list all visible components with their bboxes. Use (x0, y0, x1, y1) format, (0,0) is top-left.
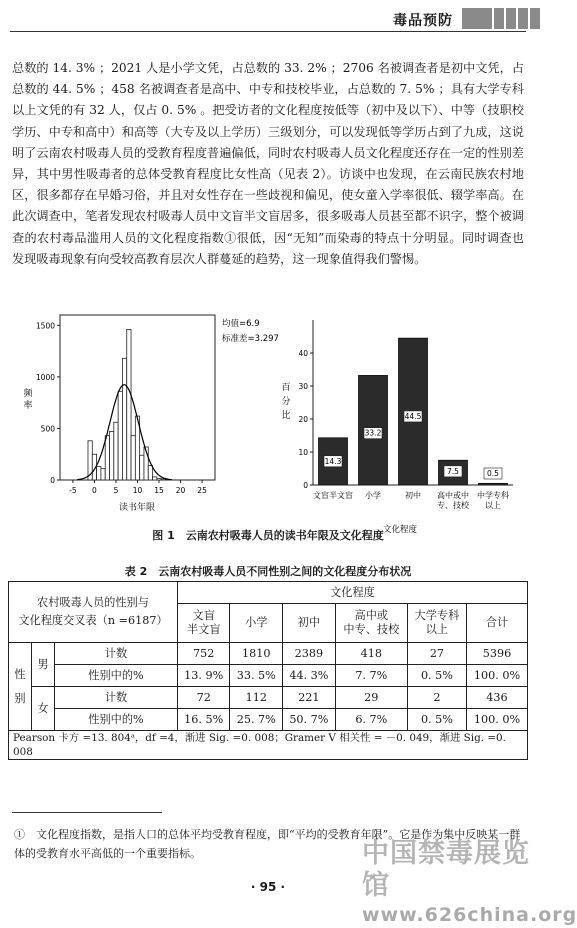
column-header: 大学专科 以上 (407, 604, 466, 643)
bar-ytick-label: 20 (298, 415, 308, 424)
bar-data-label: 33.2 (364, 428, 382, 438)
histogram-mean-label: 均值=6.9 (222, 319, 260, 329)
histogram-bar (110, 432, 114, 480)
cell: 752 (178, 643, 230, 665)
cell: 6. 7% (335, 709, 407, 731)
cell: 25. 7% (230, 709, 283, 731)
row-sex: 男 (32, 643, 55, 687)
row-measure: 计数 (55, 643, 178, 665)
histogram-ytick-label: 1500 (35, 321, 55, 331)
bar-ytick-label: 30 (298, 382, 308, 391)
cell: 2 (407, 687, 466, 709)
cell: 72 (178, 687, 230, 709)
histogram-bar (101, 469, 105, 480)
histogram-xtick-label: 0 (92, 486, 97, 495)
page-number: · 95 · (250, 880, 286, 894)
bar-category-label: 小学 (365, 491, 381, 500)
table-footer-row (9, 731, 528, 760)
cell: 0. 5% (407, 665, 466, 687)
watermark-url: www.626china.org (362, 904, 577, 926)
bar-category-label: 中学专科 (477, 491, 509, 500)
bar-category-label: 以上 (485, 501, 501, 510)
histogram-chart (23, 315, 278, 513)
column-header: 小学 (230, 604, 283, 643)
row-measure: 性别中的% (55, 709, 178, 731)
histogram-bar (118, 391, 122, 480)
histogram-xtick-label: 10 (132, 486, 143, 495)
cell: 44. 3% (283, 665, 336, 687)
histogram-xtick-label: 15 (154, 486, 164, 495)
header-decoration (462, 8, 540, 29)
table-corner-label (9, 582, 178, 643)
histogram-bar (122, 358, 126, 480)
bar-data-label: 44.5 (404, 411, 422, 421)
histogram-bar (161, 479, 165, 480)
table-row (9, 665, 528, 687)
bar-data-label: 0.5 (487, 469, 499, 478)
cell: 2389 (283, 643, 336, 665)
cell: 5396 (466, 643, 527, 665)
bar (479, 483, 508, 485)
cell: 50. 7% (283, 709, 336, 731)
cell: 221 (283, 687, 336, 709)
histogram-xtick-label: 5 (113, 486, 119, 495)
cell: 100. 0% (466, 709, 527, 731)
column-header: 初中 (283, 604, 336, 643)
bar-ytick-label: 40 (298, 349, 308, 358)
histogram-ytick-label: 1000 (35, 372, 55, 382)
header-rule (10, 31, 526, 32)
cell: 27 (407, 643, 466, 665)
histogram-sd-label: 标准差=3.297 (222, 334, 279, 344)
figure-caption: 图 1 云南农村吸毒人员的读书年限及文化程度 (152, 529, 384, 542)
group-header: 文化程度 (178, 582, 528, 604)
cell: 418 (335, 643, 407, 665)
bar-category-label: 初中 (405, 491, 421, 500)
histogram-xtick-label: 25 (197, 486, 207, 495)
table-row (9, 687, 528, 709)
histogram-bar (105, 436, 109, 480)
header-title: 毒品预防 (393, 13, 453, 29)
corner-label-line: 农村吸毒人员的性别与 (37, 596, 149, 609)
bar-ylabel-char: 分 (281, 397, 291, 407)
bar-data-label: 14.3 (324, 456, 342, 466)
histogram-xtick-label: 20 (175, 486, 186, 495)
histogram-bar (97, 467, 101, 480)
corner-label-line: 文化程度交叉表（n =6187） (18, 614, 168, 627)
column-header: 高中或 中专、技校 (335, 604, 407, 643)
cell: 7. 7% (335, 665, 407, 687)
cell: 0. 5% (407, 709, 466, 731)
histogram-ylabel (23, 387, 33, 411)
histogram-bar (131, 436, 135, 480)
column-header: 合计 (466, 604, 527, 643)
table-header-row (9, 582, 528, 604)
row-measure: 性别中的% (55, 665, 178, 687)
cell: 436 (466, 687, 527, 709)
cell: 33. 5% (230, 665, 283, 687)
cell: 100. 0% (466, 665, 527, 687)
histogram-xlabel: 读书年限 (118, 503, 156, 513)
watermark-title: 中国禁毒展览馆 (362, 838, 530, 901)
histogram-ylabel-char: 率 (23, 401, 33, 411)
cell: 29 (335, 687, 407, 709)
table-stat-footer: Pearson 卡方 =13. 804ᵃ，df =4，渐进 Sig. =0. 008；Gramer V 相关性 = －0. 049，渐进 Sig. =0. 008 (9, 731, 528, 760)
bar-data-label: 7.5 (447, 466, 459, 476)
paragraph: 总数的 14. 3% ；2021 人是小学文凭，占总数的 33. 2% ；2706 名被调查者是初中文凭，占总数的 44. 5% ；458 名被调查者是高中、中专和技校毕业，占总数的 7. 5% ；具有大学专科以上文凭的有 32 人，仅占 0. 5% 。把受访者的文化程度按低等（初中及以下）、中等（技职校学历、中专和高中）和高等（大专及以上学历）三级划分，可以发现低等学历占到了九成，这说明了云南农村吸毒人员的受教育程度普遍偏低，同时农村吸毒人员文化程度还存在一定的性别差异，其中男性吸毒者的总体受教育程度比女性高（见表 2）。访谈中也发现，在云南民族农村地区，很多都存在早婚习俗，并且对女性存在一些歧视和偏见，使女童入学率很低、辍学率高。在此次调查中，笔者发现农村吸毒人员中文盲半文盲居多，很多吸毒人员甚至都不识字，整个被调查的农村毒品滥用人员的文化程度指数①很低，因“无知”而染毒的特点十分明显。同时调查也发现吸毒现象有向受较高教育层次人群蔓延的趋势，这一现象值得我们警惕。 (12, 61, 524, 266)
figure-1 (0, 310, 536, 542)
histogram-ytick-label: 500 (40, 424, 55, 434)
running-header (0, 0, 536, 34)
table-row (9, 709, 528, 731)
row-measure: 计数 (55, 687, 178, 709)
education-bar-chart (281, 320, 513, 535)
distribution-table (8, 581, 528, 760)
cell: 13. 9% (178, 665, 230, 687)
row-sex: 女 (32, 687, 55, 731)
watermark (362, 838, 577, 926)
bar-category-label: 专、技校 (437, 501, 469, 510)
sex-label: 性 别 (9, 643, 32, 731)
histogram-bar (148, 466, 152, 480)
histogram-bar (153, 477, 157, 480)
table-row (9, 643, 528, 665)
footnote: ① 文化程度指数，是指人口的总体平均受教育程度，即“平均的受教育年限”。它是作为集中反映某一群体的受教育水平高低的一个重要指标。 (14, 828, 521, 860)
cell: 16. 5% (178, 709, 230, 731)
bar-ytick-label: 10 (298, 448, 308, 457)
histogram-bar (140, 455, 144, 480)
histogram-bar (127, 329, 131, 480)
bar-ylabel (281, 382, 290, 421)
histogram-bar (114, 422, 118, 480)
footnote-rule (12, 812, 162, 813)
column-header: 文盲 半文盲 (178, 604, 230, 643)
body-text (12, 58, 524, 270)
bar-ylabel-char: 百 (281, 383, 291, 393)
histogram-bar (157, 478, 161, 480)
histogram-ylabel-char: 频 (23, 389, 33, 399)
bar-category-label: 文盲半文盲 (313, 491, 353, 500)
bar-ytick-label: 0 (303, 481, 308, 490)
cell: 112 (230, 687, 283, 709)
bar-xlabel: 文化程度 (382, 525, 418, 535)
bar-category-label: 高中或中 (437, 491, 469, 500)
cell: 1810 (230, 643, 283, 665)
histogram-ytick-label: 0 (50, 476, 55, 485)
table-caption: 表 2 云南农村吸毒人员不同性别之间的文化程度分布状况 (124, 565, 412, 578)
bar-ylabel-char: 比 (281, 411, 291, 421)
histogram-xtick-label: -5 (69, 486, 77, 495)
figure-charts (0, 310, 536, 542)
